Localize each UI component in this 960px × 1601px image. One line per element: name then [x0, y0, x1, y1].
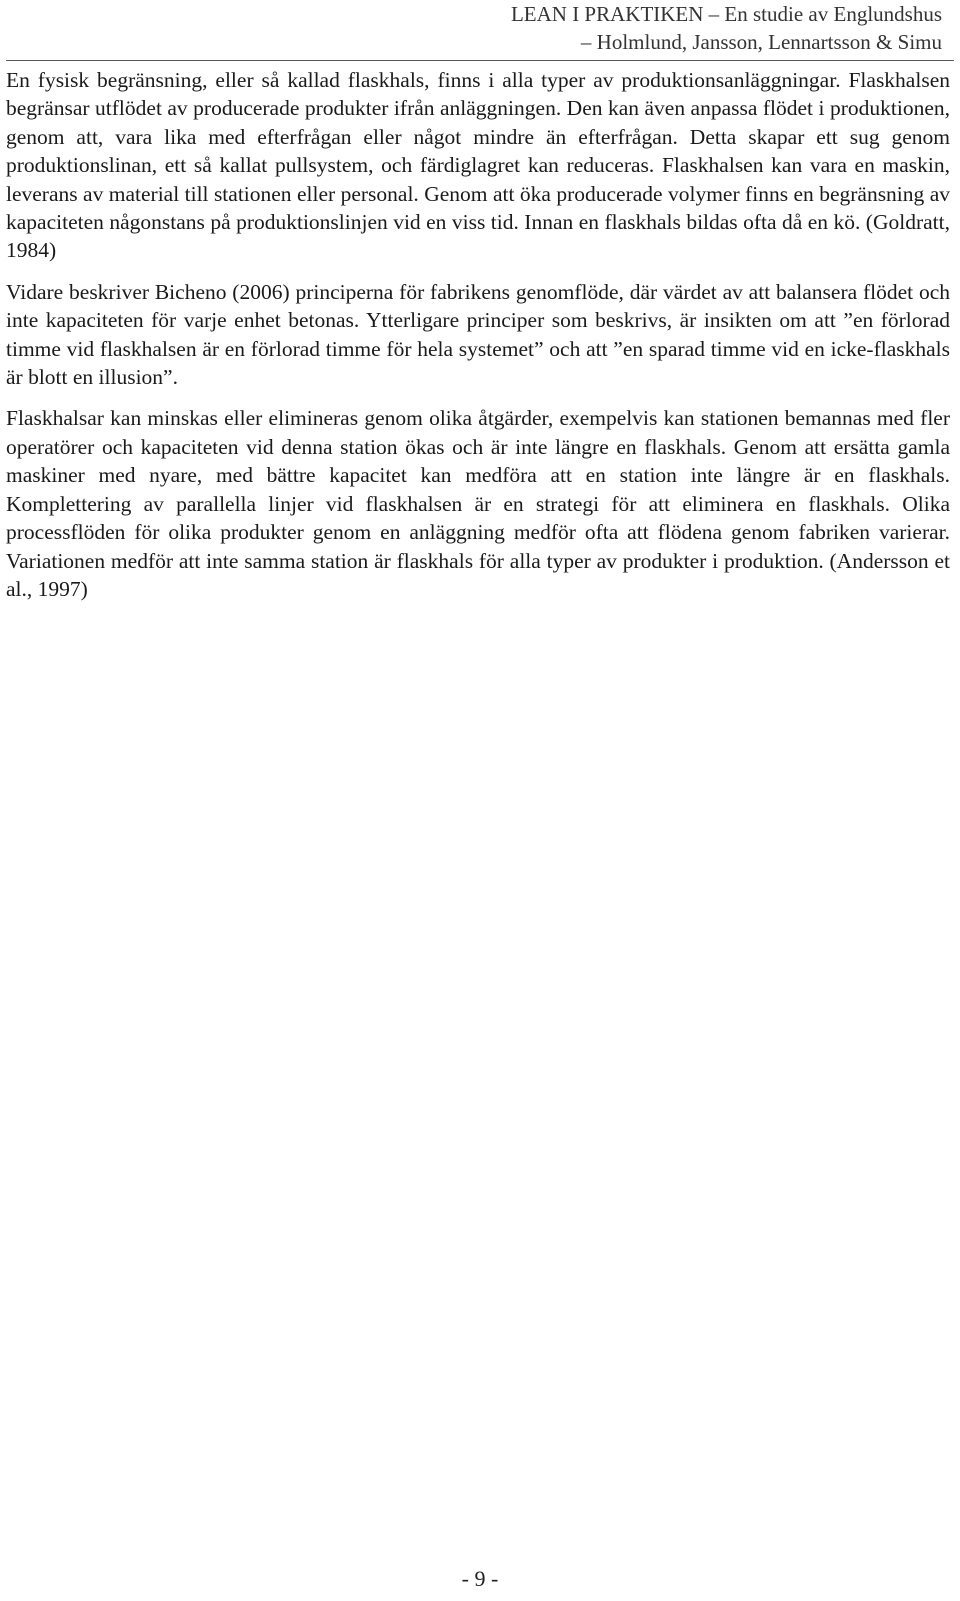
paragraph-bottleneck-definition: En fysisk begränsning, eller så kallad flaskhals, finns i alla typer av produktionsanläggningar. Flaskhalsen begränsar utflödet av producerade produkter ifrån anläggningen. Den kan även anpassa flödet i produktionen, genom att, vara lika med efterfrågan eller något mindre än efterfrågan. Detta skapar ett sug genom produktionslinan, ett så kallat pullsystem, och färdiglagret kan reduceras. Flaskhalsen kan vara en maskin, leverans av material till stationen eller personal. Genom att öka producerade volymer finns en begränsning av kapaciteten någonstans på produktionslinjen vid en viss tid. Innan en flaskhals bildas ofta då en kö. (Goldratt, 1984)	[6, 68, 950, 263]
header-divider	[6, 60, 954, 61]
header-authors-line: – Holmlund, Jansson, Lennartsson & Simu	[580, 30, 942, 54]
header-title-line: LEAN I PRAKTIKEN – En studie av Englundshus	[510, 2, 942, 26]
paragraph-bottleneck-reduction: Flaskhalsar kan minskas eller elimineras genom olika åtgärder, exempelvis kan stationen bemannas med fler operatörer och kapaciteten vid denna station ökas och är inte längre en flaskhals. Genom att ersätta gamla maskiner med nyare, med bättre kapacitet kan medföra att en station inte längre är en flaskhals. Komplettering av parallella linjer vid flaskhalsen är en strategi för att eliminera en flaskhals. Olika processflöden för olika produkter genom en anläggning medför ofta att flödena genom fabriken varierar. Variationen medför att inte samma station är flaskhals för alla typer av produkter i produktion. (Andersson et al., 1997)	[6, 406, 950, 601]
body-text	[6, 66, 950, 616]
page-number: - 9 -	[461, 1566, 499, 1591]
running-header	[511, 0, 942, 56]
paragraph-flow-principles: Vidare beskriver Bicheno (2006) principerna för fabrikens genomflöde, där värdet av att balansera flödet och inte kapaciteten för varje enhet betonas. Ytterligare principer som beskrivs, är insikten om att ”en förlorad timme vid flaskhalsen är en förlorad timme för hela systemet” och att ”en sparad timme vid en icke-flaskhals är blott en illusion”.	[6, 279, 950, 390]
